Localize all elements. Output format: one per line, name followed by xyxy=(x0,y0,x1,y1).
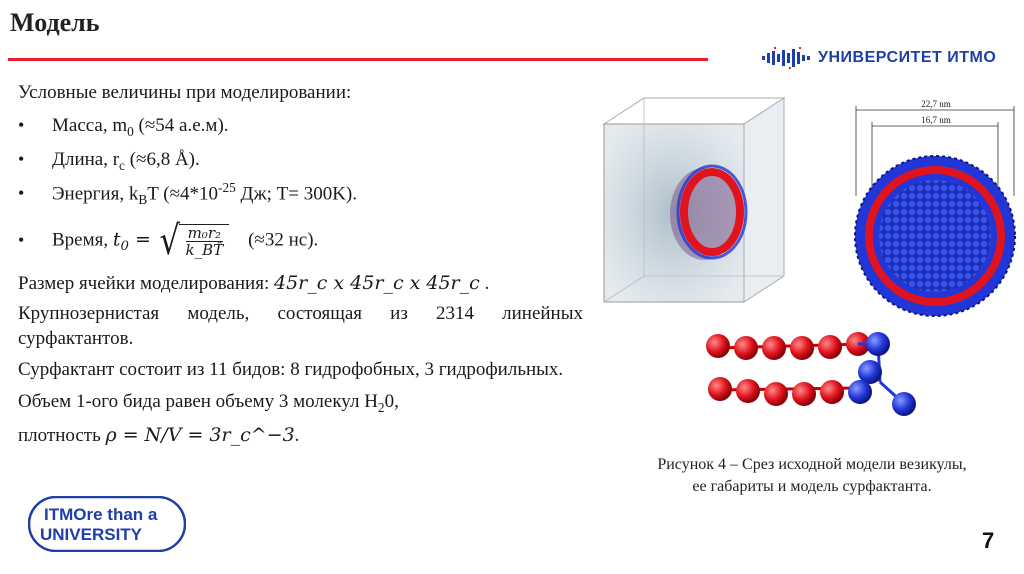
title-divider xyxy=(8,58,708,61)
time-symbol: t xyxy=(112,228,121,251)
energy-sup: -25 xyxy=(218,180,236,196)
page-number: 7 xyxy=(982,528,995,553)
list-item-length xyxy=(18,143,583,177)
mass-value: (≈54 а.е.м). xyxy=(133,114,229,136)
density-suffix: . xyxy=(294,424,300,446)
energy-label: Энергия, k xyxy=(52,183,139,205)
dim-outer-label: 22,7 nm xyxy=(921,99,951,109)
simulation-box xyxy=(604,98,784,302)
surfactant-text: Сурфактант состоит из 11 бидов: 8 гидрофобных, 3 гидрофильных. xyxy=(18,359,564,381)
volume-text xyxy=(18,389,583,416)
bullet-icon: • xyxy=(18,149,25,170)
volume-text-a: Объем 1-ого бида равен объему 3 молекул H xyxy=(18,391,378,413)
figure-caption: Рисунок 4 – Срез исходной модели везикулы, ее габариты и модель сурфактанта. xyxy=(657,456,967,495)
logo-line1: ITMOre than a xyxy=(44,505,158,524)
list-item-time xyxy=(18,211,583,271)
energy-mid: T (≈4*10 xyxy=(147,183,219,205)
energy-value: Дж; T= 300K). xyxy=(235,183,357,205)
time-numerator: m₀r₂ xyxy=(187,223,221,242)
density-math: ρ = N/V = 3r_c^−3 xyxy=(105,423,295,446)
slide-body xyxy=(18,80,583,452)
time-value: (≈32 нс). xyxy=(248,229,319,251)
units-list xyxy=(18,109,583,271)
list-item-energy xyxy=(18,177,583,211)
mass-label: Масса, m xyxy=(52,114,128,136)
time-denominator: k_BT̂ xyxy=(185,241,224,260)
time-label: Время, xyxy=(52,229,113,251)
model-text: Крупнозернистая модель, состоящая из 2314 линейных сурфактантов. xyxy=(18,302,583,349)
slide-title: Модель xyxy=(10,8,100,37)
length-sub: c xyxy=(119,157,125,173)
cell-size-prefix: Размер ячейки моделирования: xyxy=(18,273,274,295)
intro-text: Условные величины при моделировании: xyxy=(18,82,352,103)
volume-text-b: 0, xyxy=(384,391,399,413)
itmo-university-logo xyxy=(762,47,996,69)
volume-sub: 2 xyxy=(377,400,385,416)
itmo-logo-text: УНИВЕРСИТЕТ ИТМО xyxy=(818,49,997,66)
length-label: Длина, r xyxy=(52,148,120,170)
cell-size-suffix: . xyxy=(479,273,490,295)
time-equals: = xyxy=(128,228,157,251)
itmo-more-than-university-logo xyxy=(28,496,186,552)
length-value: (≈6,8 Å). xyxy=(124,148,200,170)
time-sqrt: √ $\frac{\text{m₀r₂}}{k\_BT̂}$ xyxy=(157,221,229,261)
cell-size-math: 45r_c x 45r_c x 45r_c xyxy=(273,272,480,295)
density-text xyxy=(18,423,583,448)
energy-sub: B xyxy=(138,192,148,208)
itmo-dots-icon xyxy=(762,47,810,69)
list-item-mass xyxy=(18,109,583,143)
cell-size-text xyxy=(18,271,583,296)
logo-line2: UNIVERSITY xyxy=(40,525,143,544)
surfactant-model xyxy=(706,332,916,416)
mass-sub: 0 xyxy=(127,123,134,139)
dim-inner-label: 16,7 nm xyxy=(921,115,951,125)
bullet-icon: • xyxy=(18,230,25,251)
vesicle-slice xyxy=(855,99,1015,316)
bullet-icon: • xyxy=(18,115,25,136)
vesicle-figure xyxy=(596,96,1016,416)
bullet-icon: • xyxy=(18,183,25,204)
density-prefix: плотность xyxy=(18,424,106,446)
time-sub: 0 xyxy=(120,239,129,255)
